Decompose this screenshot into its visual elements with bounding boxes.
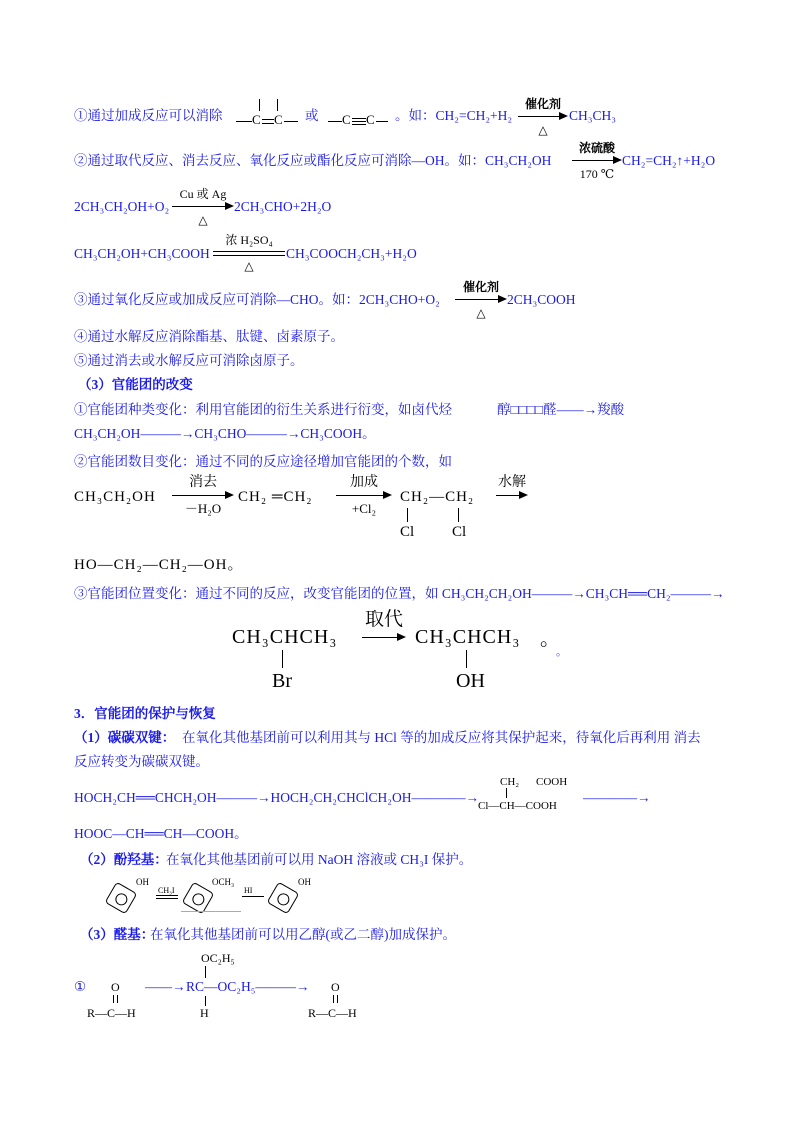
or-text: 或 (305, 108, 319, 123)
p2-text: 在氧化其他基团前可以用 NaOH 溶液或 CH₃I 保护。 (166, 852, 473, 867)
text-line-11: HO—CH₂—CH₂—OH。 (74, 557, 244, 573)
reaction-arrow: 浓硫酸 170 ℃ (572, 141, 622, 181)
text-line-12: ③官能团位置变化：通过不同的反应，改变官能团的位置，如 CH₃CH₂CH₂OH———→CH₃CH══CH₂———→ (74, 586, 725, 601)
p2-title: （2）酚羟基： (80, 852, 168, 867)
text-line-13: HOOC—CH══CH—COOH。 (74, 826, 248, 841)
section-heading-3: 3．官能团的保护与恢复 (74, 706, 216, 721)
benzene-ring-icon (267, 882, 300, 915)
text-line-9: CH₃CH₂OH———→CH₃CHO———→CH₃COOH。 (74, 426, 376, 441)
text-line-8b: 醇□□□□醛——→羧酸 (497, 402, 625, 417)
reaction-arrow: 催化剂 △ (455, 280, 507, 320)
text-line-2: ②通过取代反应、消去反应、氧化反应或酯化反应可消除—OH。如：CH₃CH₂OH (74, 153, 552, 168)
product: 2CH₃COOH (507, 292, 576, 307)
product: CH₃COOCH₂CH₃+H₂O (286, 246, 417, 261)
p1-text-2: 反应转变为碳碳双键。 (74, 754, 209, 769)
text-line-6: ④通过水解反应消除酯基、肽键、卤素原子。 (74, 329, 344, 344)
reaction-arrow: 催化剂 △ (518, 97, 568, 137)
equilibrium-arrow: 浓 H₂SO₄ △ (213, 233, 285, 273)
text-line-1b: 。如：CH₂=CH₂+H₂ (395, 108, 513, 123)
p3-text: 在氧化其他基团前可以用乙醇(或乙二醇)加成保护。 (150, 927, 456, 942)
product: 2CH₃CHO+2H₂O (234, 199, 332, 214)
p1-text: 在氧化其他基团前可以利用其与 HCl 等的加成反应将其保护起来，待氧化后再利用 消去 (182, 730, 701, 745)
product: CH₂=CH₂↑+H₂O (622, 153, 716, 168)
benzene-ring-icon (105, 882, 138, 915)
text-line-8: ①官能团种类变化：利用官能团的衍生关系进行衍变，如卤代烃 (74, 402, 452, 417)
text-line-5: ③通过氧化反应或加成反应可消除—CHO。如：2CH₃CHO+O₂ (74, 292, 440, 307)
text-line-4: CH₃CH₂OH+CH₃COOH (74, 246, 210, 261)
text-line-3: 2CH₃CH₂OH+O₂ (74, 199, 170, 214)
product: CH₃CH₃ (569, 108, 616, 123)
reaction-arrow: Cu 或 Ag △ (172, 187, 234, 227)
text-line-10: ②官能团数目变化：通过不同的反应途径增加官能团的个数，如 (74, 454, 452, 469)
text-line-7: ⑤通过消去或水解反应可消除卤原子。 (74, 353, 304, 368)
p1-title: （1）碳碳双键： (74, 730, 176, 745)
benzene-ring-icon (182, 882, 215, 915)
text-line-1: ①通过加成反应可以消除 (74, 108, 223, 123)
section-heading: （3）官能团的改变 (78, 377, 193, 392)
p3-title: （3）醛基： (80, 927, 155, 942)
